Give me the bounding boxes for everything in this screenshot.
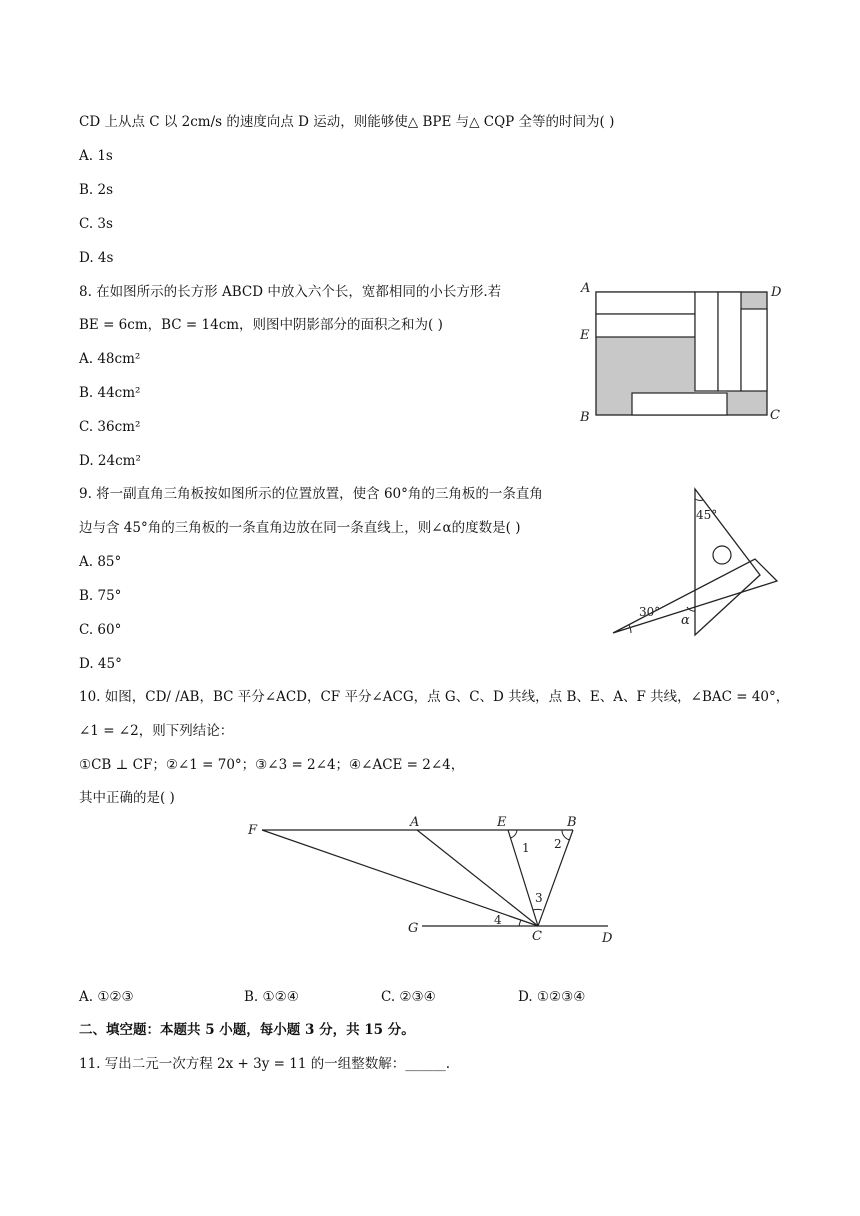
q8-option-a: A. 48cm² <box>79 351 141 367</box>
q10-label-f: F <box>248 823 258 838</box>
q10-angle-4-label: 4 <box>494 913 502 927</box>
q8-shaded-topright <box>741 292 767 309</box>
q10-label-a: A <box>410 815 420 830</box>
q8-label-e: E <box>580 328 590 343</box>
q9-angle-30-label: 30° <box>639 605 661 619</box>
q10-stem-line2: ∠1 = ∠2，则下列结论： <box>79 723 234 739</box>
q9-alpha-label: α <box>681 613 690 628</box>
q8-option-c: C. 36cm² <box>79 419 141 435</box>
q7-option-b: B. 2s <box>79 182 114 198</box>
q9-stem-line1: 9. 将一副直角三角板按如图所示的位置放置，使含 60°角的三角板的一条直角 <box>79 486 543 502</box>
q7-stem: CD 上从点 C 以 2cm/s 的速度向点 D 运动，则能够使△ BPE 与△ CQP 全等的时间为( ) <box>79 114 615 130</box>
q10-stem-line4: 其中正确的是( ) <box>79 790 175 806</box>
q10-parallel-lines-figure <box>240 812 620 950</box>
q9-triangle-figure <box>605 483 787 643</box>
q10-angle-1-label: 1 <box>522 841 530 855</box>
q8-stem-line1: 8. 在如图所示的长方形 ABCD 中放入六个长，宽都相同的小长方形.若 <box>79 284 502 300</box>
q7-option-c: C. 3s <box>79 216 113 232</box>
q9-angle-45-label: 45° <box>696 508 718 522</box>
q9-option-d: D. 45° <box>79 656 122 672</box>
q8-shaded-bottomright <box>727 391 767 415</box>
q8-option-d: D. 24cm² <box>79 453 141 469</box>
q10-option-b: B. ①②④ <box>244 989 299 1005</box>
q10-angle-2-label: 2 <box>554 837 562 851</box>
q8-option-b: B. 44cm² <box>79 385 141 401</box>
q8-label-b: B <box>580 410 590 425</box>
q8-label-a: A <box>581 281 591 296</box>
q10-option-d: D. ①②③④ <box>518 989 586 1005</box>
q10-angle-3-label: 3 <box>535 891 543 905</box>
q10-label-b: B <box>567 815 577 830</box>
q9-option-c: C. 60° <box>79 622 122 638</box>
q8-stem-line2: BE = 6cm，BC = 14cm，则图中阴影部分的面积之和为( ) <box>79 317 443 333</box>
q11-stem: 11. 写出二元一次方程 2x + 3y = 11 的一组整数解：______. <box>79 1056 451 1072</box>
q10-label-d: D <box>602 931 613 946</box>
section-2-title: 二、填空题：本题共 5 小题，每小题 3 分，共 15 分。 <box>79 1022 415 1038</box>
q8-label-d: D <box>771 285 782 300</box>
q10-stem-line3: ①CB ⊥ CF；②∠1 = 70°；③∠3 = 2∠4；④∠ACE = 2∠4， <box>79 757 465 773</box>
q10-option-c: C. ②③④ <box>381 989 436 1005</box>
q10-label-c: C <box>532 929 542 944</box>
q10-label-g: G <box>408 921 419 936</box>
q10-option-a: A. ①②③ <box>79 989 134 1005</box>
q10-label-e: E <box>497 815 507 830</box>
q9-option-b: B. 75° <box>79 588 122 604</box>
q8-label-c: C <box>770 408 780 423</box>
q8-rectangle-figure <box>575 278 790 428</box>
q9-stem-line2: 边与含 45°角的三角板的一条直角边放在同一条直线上，则∠α的度数是( ) <box>79 520 521 536</box>
q7-option-d: D. 4s <box>79 250 114 266</box>
q10-stem-line1: 10. 如图，CD/ /AB，BC 平分∠ACD，CF 平分∠ACG，点 G、C、D 共线，点 B、E、A、F 共线，∠BAC = 40°， <box>79 689 790 705</box>
q9-option-a: A. 85° <box>79 554 122 570</box>
q7-option-a: A. 1s <box>79 148 113 164</box>
